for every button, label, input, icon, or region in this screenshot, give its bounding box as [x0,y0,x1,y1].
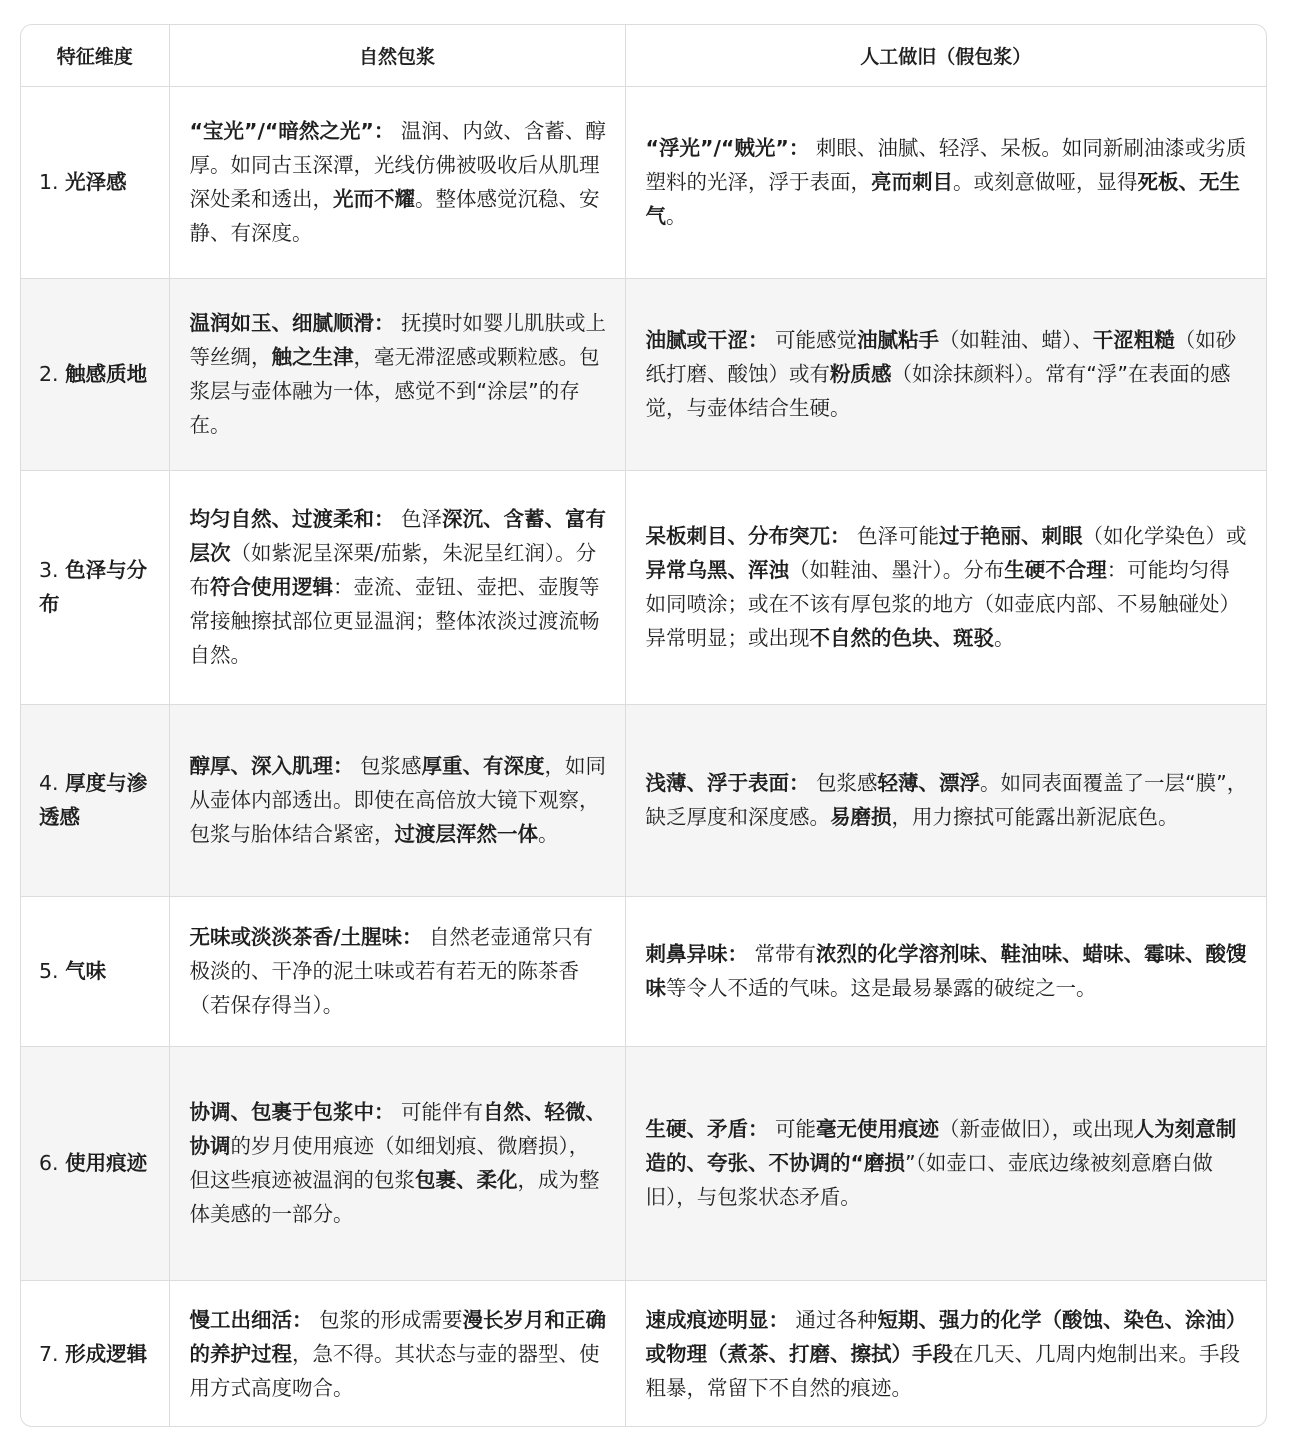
natural-bold-text: 协调、包裹于包浆中： [189,1100,395,1124]
artificial-text: 刺眼、油腻、轻浮、呆板。如同新刷油漆或劣质塑料的光泽，浮于表面， [645,136,1247,194]
dimension-number: 7. [39,1342,66,1367]
artificial-text: 通过各种 [789,1308,878,1333]
artificial-bold-text: 浅薄、浮于表面： [645,771,810,795]
header-artificial: 人工做旧（假包浆） [625,25,1266,86]
dimension-cell [21,86,169,278]
artificial-text: 。 [994,626,1015,650]
artificial-text: （如砂纸打磨、酸蚀）或有 [645,328,1237,386]
dimension-number: 1. [39,170,66,194]
artificial-text: 常带有 [748,942,817,966]
dimension-cell [21,1280,169,1427]
natural-text: 。整体感觉沉稳、安静、有深度。 [189,187,600,245]
artificial-bold-text: 浓烈的化学溶剂味、鞋油味、蜡味、霉味、酸馊味 [645,942,1247,1000]
table-row [21,86,1266,278]
artificial-text: 包浆感 [809,771,878,795]
natural-text: ：壶流、壶钮、壶把、壶腹等常接触擦拭部位更显温润；整体浓淡过渡流畅自然。 [189,575,600,667]
artificial-cell [625,86,1266,278]
header-natural: 自然包浆 [169,25,625,86]
natural-text: 色泽 [394,507,443,531]
natural-bold-text: 自然、轻微、协调 [189,1100,607,1158]
artificial-text: 。或刻意做哑，显得 [953,170,1138,194]
artificial-bold-text: 干涩粗糙 [1092,328,1175,352]
artificial-bold-text: 死板、无生气 [645,170,1240,228]
artificial-bold-text: 油腻粘手 [857,328,940,352]
artificial-bold-text: “浮光”/“贼光”： [645,136,810,160]
table-row [21,896,1266,1046]
natural-cell [169,278,625,470]
natural-bold-text: 温润如玉、细腻顺滑： [189,311,395,335]
artificial-text: ，用力擦拭可能露出新泥底色。 [891,805,1179,829]
natural-bold-text: 厚重、有深度 [421,754,545,778]
natural-text: 温润、内敛、含蓄、醇厚。如同古玉深潭，光线仿佛被吸收后从肌理深处柔和透出， [189,119,606,211]
dimension-number: 5. [39,959,66,983]
natural-bold-text: 符合使用逻辑 [210,575,333,599]
header-dimension: 特征维度 [21,25,169,86]
natural-bold-text: 慢工出细活： [189,1308,313,1333]
artificial-text: 色泽可能 [850,524,940,548]
natural-cell [169,896,625,1046]
natural-bold-text: 无味或淡淡茶香/土腥味： [189,925,423,949]
artificial-bold-text: 轻薄、漂浮 [877,771,981,795]
artificial-bold-text: 短期、强力的化学（酸蚀、染色、涂油）或物理（煮茶、打磨、擦拭）手段 [645,1308,1247,1367]
natural-cell [169,470,625,704]
artificial-text: （如鞋油、墨汁）。分布 [789,558,1005,582]
natural-bold-text: 过渡层浑然一体 [394,822,538,846]
artificial-bold-text: 异常乌黑、浑浊 [645,558,789,582]
artificial-bold-text: 生硬不合理 [1004,558,1107,582]
natural-bold-text: 均匀自然、过渡柔和： [189,507,395,531]
artificial-cell [625,1046,1266,1280]
artificial-bold-text: 速成痕迹明显： [645,1308,789,1333]
dimension-number: 3. [39,558,66,582]
artificial-cell [625,896,1266,1046]
artificial-bold-text: 人为刻意制造的、夸张、不协调的“磨损 [645,1117,1237,1175]
artificial-text: 可能 [768,1117,817,1141]
natural-bold-text: “宝光”/“暗然之光”： [189,119,395,143]
table-row [21,278,1266,470]
dimension-number: 6. [39,1151,66,1175]
dimension-label: 光泽感 [65,170,127,194]
table-row [21,704,1266,896]
natural-text: 可能伴有 [394,1100,484,1124]
natural-bold-text: 漫长岁月和正确的养护过程 [189,1308,607,1367]
artificial-text: （如涂抹颜料）。常有“浮”在表面的感觉，与壶体结合生硬。 [645,362,1231,420]
artificial-text: 可能感觉 [768,328,858,352]
artificial-text: （如鞋油、蜡）、 [939,328,1093,352]
artificial-bold-text: 亮而刺目 [871,170,953,194]
dimension-label: 触感质地 [65,362,148,386]
natural-bold-text: 光而不耀 [333,187,415,211]
dimension-cell [21,278,169,470]
artificial-bold-text: 呆板刺目、分布突兀： [645,524,851,548]
dimension-label: 厚度与渗透感 [39,771,148,829]
natural-cell [169,86,625,278]
natural-text: 的岁月使用痕迹（如细划痕、微磨损），但这些痕迹被温润的包浆 [189,1134,590,1192]
natural-text: 抚摸时如婴儿肌肤或上等丝绸， [189,311,607,369]
dimension-number: 4. [39,771,66,795]
dimension-cell [21,1046,169,1280]
table-row [21,470,1266,704]
dimension-cell [21,704,169,896]
artificial-bold-text: 不自然的色块、斑驳 [809,626,994,650]
natural-text: ，急不得。其状态与壶的器型、使用方式高度吻合。 [189,1342,600,1401]
artificial-text: （如化学染色）或 [1082,524,1247,548]
artificial-cell [625,1280,1266,1427]
dimension-label: 使用痕迹 [65,1151,148,1175]
dimension-cell [21,470,169,704]
artificial-bold-text: 生硬、矛盾： [645,1117,769,1141]
natural-cell [169,704,625,896]
natural-text: 自然老壶通常只有极淡的、干净的泥土味或若有若无的陈茶香（若保存得当）。 [189,925,594,1017]
artificial-text: （新壶做旧），或出现 [939,1117,1134,1141]
dimension-number: 2. [39,362,66,386]
artificial-bold-text: 过于艳丽、刺眼 [939,524,1083,548]
natural-text: ，成为整体美感的一部分。 [189,1168,600,1226]
natural-bold-text: 包裹、柔化 [415,1168,518,1192]
dimension-label: 形成逻辑 [65,1342,148,1367]
natural-bold-text: 深沉、含蓄、富有层次 [189,507,607,565]
artificial-text: 在几天、几周内炮制出来。手段粗暴，常留下不自然的痕迹。 [645,1342,1240,1401]
natural-text: （如紫泥呈深栗/茄紫，朱泥呈红润）。分布 [189,541,597,599]
artificial-cell [625,278,1266,470]
artificial-text: 。 [666,204,687,228]
table-row [21,1046,1266,1280]
natural-bold-text: 醇厚、深入肌理： [189,754,354,778]
natural-text: 包浆感 [353,754,422,778]
dimension-label: 气味 [65,959,107,983]
dimension-label: 色泽与分布 [39,558,148,616]
artificial-text: ”（如壶口、壶底边缘被刻意磨白做旧），与包浆状态矛盾。 [645,1151,1213,1209]
natural-text: 包浆的形成需要 [312,1308,463,1333]
natural-cell [169,1046,625,1280]
natural-text: 。 [538,822,559,846]
comparison-table-container [20,24,1267,1427]
natural-text: ，如同从壶体内部透出。即使在高倍放大镜下观察，包浆与胎体结合紧密， [189,754,607,846]
natural-text: ，毫无滞涩感或颗粒感。包浆层与壶体融为一体，感觉不到“涂层”的存在。 [189,345,600,437]
artificial-text: ：可能均匀得如同喷涂；或在不该有厚包浆的地方（如壶底内部、不易触碰处）异常明显；或出现 [645,558,1240,650]
dimension-cell [21,896,169,1046]
table-header-row [21,25,1266,86]
artificial-bold-text: 易磨损 [830,805,892,829]
artificial-text: 等令人不适的气味。这是最易暴露的破绽之一。 [666,976,1097,1000]
artificial-bold-text: 粉质感 [830,362,892,386]
table-row [21,1280,1266,1427]
artificial-cell [625,470,1266,704]
artificial-bold-text: 油腻或干涩： [645,328,769,352]
artificial-text: 。如同表面覆盖了一层“膜”，缺乏厚度和深度感。 [645,771,1248,829]
artificial-bold-text: 毫无使用痕迹 [816,1117,940,1141]
artificial-bold-text: 刺鼻异味： [645,942,748,966]
comparison-table [21,25,1266,1427]
natural-bold-text: 触之生津 [271,345,354,369]
natural-cell [169,1280,625,1427]
artificial-cell [625,704,1266,896]
